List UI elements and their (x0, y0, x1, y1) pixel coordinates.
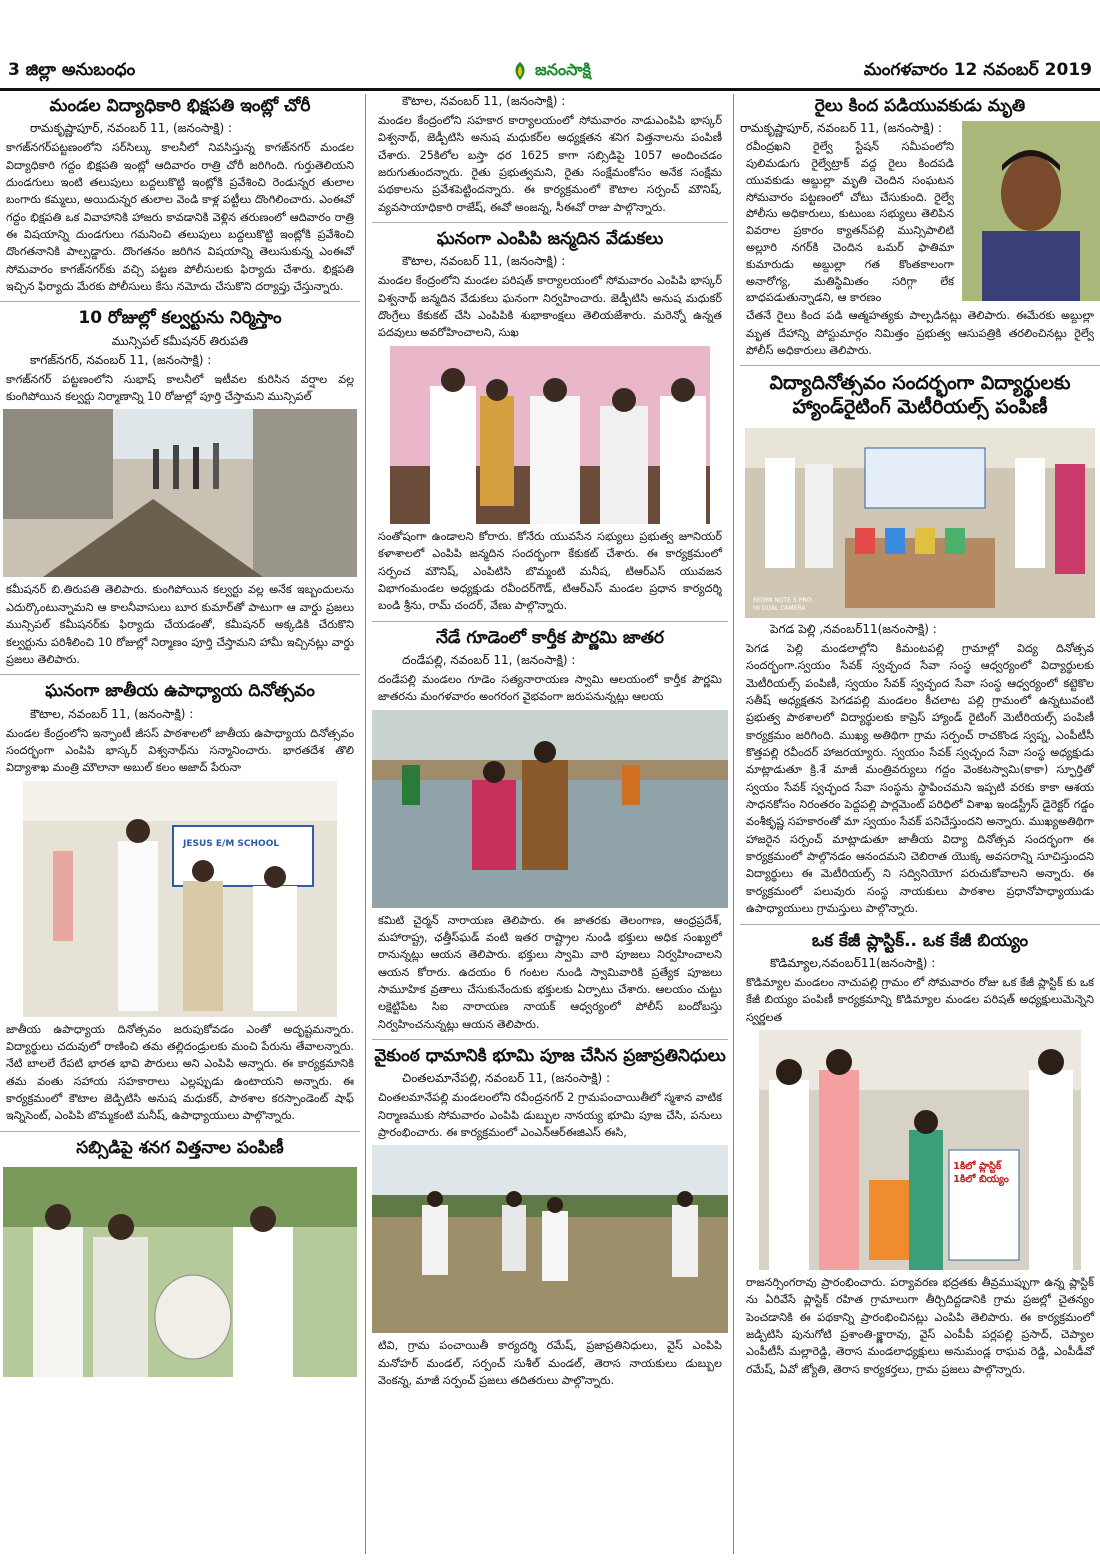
article-meo-theft (0, 94, 360, 295)
headline: ఒక కేజీ ప్లాస్టిక్.. ఒక కేజీ బియ్యం (811, 930, 1029, 951)
headline: ఘనంగా ఎంపిపి జన్మదిన వేడుకలు (436, 229, 664, 250)
dateline: రామకృష్ణాపూర్, నవంబర్ 11, (జనంసాక్షి) : (740, 121, 943, 136)
column-2 (372, 94, 728, 1390)
headline: సబ్సిడిపై శనగ విత్తనాల పంపిణీ (76, 1137, 284, 1158)
article-body: సంతోషంగా ఉండాలని కోరారు. కోనేరు యువసేన సభ్యులు ప్రభుత్వ జూనియర్ కళాశాలలో ఎంపిపి జన్మదిన సందర్భంగా కేకుకట్ చేశారు. ఈ కార్యక్రమంలో సర్పంచ మౌనిష్, ఎంపిటిసి బొమ్మంటి మనీష, టిఆర్ఎస్ యువజన విభాగంమండల అధ్యక్షుడు రవీందర్‌గౌడ్, టిఆర్ఎస్ మండల ప్రధాన కార్యదర్శి బండి శ్రీను, రామ్ చందర్, వేణు పాల్గొన్నారు. (378, 529, 722, 613)
headline: 10 రోజుల్లో కల్వర్టును నిర్మిస్తాం (78, 308, 282, 329)
article-body: రవీంద్రఖని రైల్వే స్టేషన్ సమీపంలోని పులిమడుగు రైల్వేట్రాక్ వద్ద రైలు కిందపడి యువకుడు అబ్దుల్లా మృతి చెందిన సంఘటన సోమవారం పట్టణంలో చోటు చేసుకుంది. రైల్వే పోలీసు అధికారులు, కుటుంబ సభ్యులు తెలిపిన వివరాల ప్రకారం క్యాతన్‌పల్లి మున్సిపాలిటి అల్లూరి నగర్‌కి చెందిన ఒమర్ ఫాతిమా కుమారుడు అబ్దుల్లా గత కొంతకాలంగా అనారోగ్య, మతిస్థిమితం సరిగ్గా లేక బాధపడుతున్నాడని, ఆ కారణం (746, 140, 954, 305)
students-materials-photo (745, 428, 1095, 618)
dateline: రామకృష్ణాపూర్, నవంబర్ 11, (జనంసాక్షి) : (30, 121, 233, 136)
article-body: రాజనర్సింగరావు ప్రారంభించారు. పర్యావరణ భద్రతకు తీవ్రముప్పుగా ఉన్న ప్లాస్టిక్ ను ఏరివేసే ప్లాస్టిక్ రహిత గ్రామాలుగా తీర్చిదిద్దడానికి గ్రామ ప్రజల్లో చైతన్యం పెంచడానికి ఈ పథకాన్ని ప్రారంభించినట్లు ఎంపిపి తెలిపారు. ఈ కార్యక్రమంలో జడ్పిటిసి పునుగోటి ప్రశాంతి-క్ష్ణారావు, వైస్ ఎంపీపీ పర్లపల్లి ప్రసాద్, చెప్యాల ఎంపీటీసీ మల్లారెడ్డి, తెరాస మండలాధ్యక్షులు అనుమండ్ల రాఘవ రెడ్డి, ఎంపీడీవో రమేష్, ఏవో జ్యోతి, తెరాస కార్యకర్తలు, గ్రామ ప్రజలు పాల్గొన్నారు. (746, 1275, 1094, 1376)
article-body: చింతలమానేపల్లి మండలంలోని రవీంద్రనగర్ 2 గ్రామపంచాయితీలో స్మశాన వాటిక నిర్మాణముకు సోమవారం ఎంపిపి డుబ్బుల నానయ్య భూమి పూజ చేసి, పనులు ప్రారంభించారు. ఈ కార్యక్రమంలో ఎంఎన్ఆర్ఈజిఎస్ ఈసి, (378, 1091, 722, 1140)
article-handwriting-material (740, 370, 1100, 917)
article-body: కమీషనర్ బి.తిరుపతి తెలిపారు. కుంగిపోయిన కల్వర్టు వల్ల అనేక ఇబ్బందులను ఎదుర్కొంటున్నామని ఆ కాలనీవాసులు బూర కుమార్‌తో పాటుగా ఆ వార్డు ప్రజలు మున్సిపల్ కమీషనర్‌కు ఫిర్యాదు చేయడంతో, కమీషనర్ అక్కడికి చేరుకొని కల్వర్టును పరిశీలించి 10 రోజుల్లో నిర్మాణం పూర్తి చేస్తామని హామీ ఇచ్చినట్లు వార్డు ప్రజలు తెలిపారు. (6, 583, 354, 666)
article-separator (740, 365, 1100, 366)
article-body: మండల కేంద్రంలోని ఇన్ఫాంటీ జీసస్ పాఠశాలలో జాతీయ ఉపాధ్యాయ దినోత్సవం సందర్భంగా ఎంపిపి భాస్కర్ విశ్వనాథ్‌ను సన్మానించారు. భారతదేశ తొలి విద్యాశాఖ మంత్రి మౌలానా అబుల్ కలం అజాద్ పేరునా (6, 726, 354, 775)
article-separator (0, 1131, 360, 1132)
masthead-rule (0, 88, 1100, 91)
plastic-rice-exchange-photo (759, 1030, 1081, 1270)
article-separator (372, 222, 728, 223)
headline: రైలు కింద పడియువకుడు మృతి (814, 96, 1026, 116)
dateline: కొడిమ్యాల,నవంబర్11(జనంసాక్షి) : (770, 955, 936, 970)
article-train-accident (740, 94, 1100, 359)
column-3 (740, 94, 1100, 1378)
subheadline: మున్సిపల్ కమీషనర్ తిరుపతి (111, 333, 249, 348)
logo-emblem-icon (509, 60, 531, 82)
side-text (740, 121, 954, 307)
bhoomi-pooja-photo (372, 1145, 728, 1333)
camera-watermark: REDMI NOTE 5 PRO MI DUAL CAMERA (753, 597, 812, 612)
article-separator (372, 1039, 728, 1040)
article-seed-distribution-body (372, 94, 728, 216)
article-body: కమిటి చైర్మన్ నారాయణ తెలిపారు. ఈ జాతరకు తెలంగాణ, ఆంధ్రప్రదేశ్, మహారాష్ట్ర, ఛత్తీస్‌ఘడ్ వంటి ఇతర రాష్ట్రాల నుండి భక్తులు అధిక సంఖ్యలో రానున్నట్లు ఆయన తెలిపారు. భక్తులు స్వామి వారి పూజలు నిర్వహించాలని ఆయన కోరారు. ఉదయం 6 గంటల నుండి స్వామివారికి ప్రత్యేక పూజలు సామూహిక వ్రతాలు చేసుకునేందుకు భక్తులకు ఏర్పాటు చేశారు. ఆలయం చుట్టు లక్షెట్టిపేట సిఐ నారాయణ నాయక్ ఆధ్వర్యంలో పోలీస్ బందోబస్తు నిర్వహించనున్నట్లు ఆయన తెలిపారు. (378, 913, 722, 1031)
article-body: టివి, గ్రామ పంచాయితీ కార్యదర్శి రమేష్, ప్రజాప్రతినిధులు, వైస్ ఎంపిపి మనోహర్ మండల్, సర్పంచ్ సుశీల్ మండల్, తెరాస నాయకులు డుబ్బుల వెంకన్న, మాజీ సర్పంచ్ ప్రజలు తదితరులు పాల్గొన్నారు. (378, 1339, 722, 1388)
article-body: కొడిమ్యాల మండలం నాచుపల్లి గ్రామం లో సోమవారం రోజు ఒక కేజీ ప్లాస్టిక్ కు ఒక కేజీ బియ్యం పంపిణీ కార్యక్రమాన్ని కొడిమ్యాల మండల పరిషత్ అధ్యక్షులుమెన్నెని స్వర్ణలత (746, 975, 1094, 1024)
article-plastic-for-rice (740, 929, 1100, 1378)
column-divider (365, 94, 366, 1554)
issue-date: మంగళవారం 12 నవంబర్ 2019 (863, 60, 1092, 80)
headline: మండల విద్యాధికారి భిక్షపతి ఇంట్లో చోరీ (49, 96, 311, 116)
article-teachers-day (0, 679, 360, 1124)
dateline: కౌటాల, నవంబర్ 11, (జనంసాక్షి) : (402, 94, 566, 108)
text-photo-wrap (740, 121, 1100, 307)
article-body: పెగడ పెల్లి మండలాల్లోని కిమంటపల్లి గ్రామాల్లో విద్య దినోత్సవ సందర్భంగా.స్వయం సేవక్ స్వచ్ఛంద సేవా సంస్థ ఆధ్వర్యంలో విద్యార్థులకు మెటీరియల్స్ పంపిణీ, స్వయం సేవక్ స్వచ్ఛంద సేవా సంస్థ ఆధ్వర్యంలో కట్టెకొల సతీష్ అధ్యక్షతన పెగడపల్లి మండలం కీచలాట పల్లి గ్రామంలో ఉన్నటువంటి ప్రభుత్వ పాఠశాలలో విద్యార్థులకు కాప్రెస్ హ్యాండ్ రైటింగ్ మెటీరియల్స్ పంపిణీ కార్యక్రమం జరిగింది. ముఖ్య అతిథిగా గ్రామ సర్పంచ్ రాచకొండ స్వప్న, ఎంపీటీసీ కొత్తపల్లి రవీందర్ హాజరయ్యారు. స్వయం సేవక్ స్వచ్ఛంద సేవా సంస్థ అధ్యక్షుడు మాట్లాడుతూ క్రి.శే మాజీ మంత్రివర్యులు గద్దం వెంకటస్వామి(కాకా) స్ఫూర్తితో స్వయం సేవక్ స్వచ్ఛంద సేవా సంస్థను స్థాపించమని ఇప్పటి వరకు కాకా ఆశయ సాధనకోసం నిరంతరం పెద్దపల్లి పార్లమెంట్ పరిధిలో విశాఖ ఇండస్ట్రీస్ డైరెక్టర్ గడ్డం వంశీకృష్ణ సహకారంతో మా స్వయం సేవక్ పనిచేస్తుందని అన్నారు. ముఖ్యఅతిథిగా హాజరైన సర్పంచ్ మాట్లాడుతూ జాతీయ విద్యా దినోత్సవ సందర్భంగా ఈ కార్యక్రమంలో పాల్గొనడం ఆనందమని చెబిరాత యొక్క అవసరాన్ని సూచిస్తుందని విద్యార్థులు ఈ మెటీరియల్స్ ని సద్వినియోగ పరుచుకోవాలని అన్నారు. ఈ కార్యక్రమంలో పలువురు సంస్థ నాయకులు పాఠశాల ప్రధానోపాధ్యాయుడు ఉపాధ్యాయులు గ్రామస్తులు పాల్గొన్నారు. (746, 641, 1094, 916)
article-separator (372, 621, 728, 622)
dateline: చింతలమానేపల్లి, నవంబర్ 11, (జనంసాక్షి) : (402, 1071, 611, 1086)
rice-bag-sign-text: 1కిలో ప్లాస్టిక్ 1కిలో బియ్యం (953, 1160, 1009, 1185)
school-felicitation-photo (23, 781, 337, 1017)
dateline: కాగజ్‌నగర్, నవంబర్ 11, (జనంసాక్షి) : (30, 352, 212, 367)
newspaper-logo (478, 56, 622, 86)
page-label: 3 జిల్లా అనుబంధం (8, 60, 136, 80)
article-body: మండల కేంద్రంలోని సహకార కార్యాలయంలో సోమవారం నాడుఎంపిపి భాస్కర్ విశ్వనాథ్, జెడ్పీటిసి అనుష మధుకర్‌ల అధ్యక్షతన శనిగ విత్తనాలను పంపిణీ చేశారు. 25కిలోల బస్తా ధర 1625 కాగా సబ్సిడిపై 1057 అందించడం జరుగుతుందన్నారు. రైతు ప్రభుత్వమని, రైతు సంక్షేమంకోసం అనేక సంక్షేమ పథకాలను ప్రవేశపెట్టిందన్నారు. ఈ కార్యక్రమంలో కౌటాల సర్పంచ్ మౌనిష్, వ్యవసాయాధికారి రాజేష్, ఈవో అంజన్న, సీఈవో రాజు పాల్గొన్నారు. (378, 114, 722, 214)
logo-text: జనంసాక్షి (535, 59, 591, 79)
headline: ఘనంగా జాతీయ ఉపాధ్యాయ దినోత్సవం (45, 681, 315, 702)
school-sign-text: JESUS E/M SCHOOL (183, 838, 280, 849)
article-karthika-jatara (372, 626, 728, 1033)
article-mpp-birthday (372, 227, 728, 614)
article-vaikuntha-dhamam (372, 1044, 728, 1389)
dateline: దండేపల్లి, నవంబర్ 11, (జనంసాక్షి) : (402, 652, 576, 667)
column-1 (0, 94, 360, 1381)
article-separator (0, 301, 360, 302)
dateline: కౌటాల, నవంబర్ 11, (జనంసాక్షి) : (30, 706, 194, 721)
headline: విద్యాదినోత్సవం సందర్భంగా విద్యార్థులకు హ్యాండ్‌రైటింగ్ మెటీరియల్స్ పంపిణీ (769, 372, 1071, 419)
dateline: కౌటాల, నవంబర్ 11, (జనంసాక్షి) : (402, 254, 566, 269)
article-body: మండల కేంద్రంలోని మండల పరిషత్ కార్యాలయంలో సోమవారం ఎంపిపి భాస్కర్ విశ్వనాథ్ జన్మదిన వేడుకలు ఘనంగా నిర్వహించారు. జెడ్పీటిసి అనుష మధుకర్ దొంగ్రేలు కేకుకట్ చేసి ఎంపిపికి శుభాకాంక్షలు తెలియజేశారు. మరెన్నో ఉన్నత పదవులు అవరోహించాలని, సుఖ (378, 274, 722, 340)
article-body: జాతీయ ఉపాధ్యాయ దినోత్సవం జరుపుకోవడం ఎంతో అదృష్టమన్నారు. విద్యార్థులు చదువులో రాణించి తమ తల్లిదండ్రులకు మంచి పేరును తేవాలన్నారు. నేటి బాలలే రేపటి భారత భావి పౌరులు అని ఎంపిపి అన్నారు. ఈ కార్యక్రమానికి తమ వంతు సహాయ సహకారాలు ఎల్లప్పుడు ఉంటాయని అన్నారు. ఈ కార్యక్రమంలో కౌటాల జెడ్పిటిసి అనుష మధుకర్, పాఠశాల కరస్పాండెంట్ షాఫ్ ఇన్నిసెంట్, ఎంపిపి బొమ్మకంటి మనీష్, ఉపాధ్యాయులు పాల్గొన్నారు. (6, 1022, 354, 1123)
headline: నేడే గూడెంలో కార్తీక పౌర్ణమి జాతర (435, 627, 665, 648)
article-body: దండేపల్లి మండలం గూడెం సత్యనారాయణ స్వామి ఆలయంలో కార్తీక పౌర్ణమి జాతరను మంగళవారం అంగరంగ వైభవంగా జరుపనున్నట్లు ఆలయ (378, 672, 722, 704)
column-divider (733, 94, 734, 1554)
dateline: పెగడ పెల్లి ,నవంబర్11(జనంసాక్షి) : (770, 621, 937, 636)
headline: వైకుంఠ ధామానికి భూమి పూజ చేసిన ప్రజాప్రతినిధులు (374, 1046, 726, 1067)
culvert-photo (3, 409, 357, 577)
article-seed-distribution-headline (0, 1136, 360, 1381)
article-separator (0, 674, 360, 675)
seed-distribution-photo (3, 1167, 357, 1377)
article-body: కాగజ్‌నగర్ పట్టణంలోని సుభాష్ కాలనీలో ఇటీవల కురిసిన వర్షాల వల్ల కుంగిపోయిన కల్వర్టు నిర్మాణాన్ని 10 రోజుల్లో పూర్తి చేస్తామని మున్సిపల్ (6, 372, 354, 404)
article-body: చేతనే రైలు కింద పడి ఆత్మహత్యకు పాల్పడినట్లు తెలిపారు. ఈమేరకు అబ్దుల్లా మృత దేహాన్ని పోస్టుమార్గం నిమిత్తం ప్రభుత్వ ఆసుపత్రికి తరలించినట్లు రైల్వే పోలీస్ అధికారులు తెలిపారు. (746, 309, 1094, 357)
river-worship-photo (372, 710, 728, 908)
victim-portrait-photo (962, 121, 1100, 301)
article-culvert (0, 306, 360, 668)
article-body: కాగజ్‌నగర్‌పట్టణంలోని సర్‌సిల్కు కాలనీలో నివసిస్తున్న కాగజ్‌నగర్ మండల విద్యాధికారి గద్దం భిక్షపతి ఇంట్లో ఆదివారం రాత్రి చోరీ జరిగింది. గుర్తుతెలియని దుండగులు ఇంటి తలుపులు బద్దలుకొట్టి ఇంట్లోకి ప్రవేశించి రెండున్నర తులాల బంగారు కమ్మలు, అయిదున్నర తులాల వెండి కాళ్ల పట్టీలు దొంగిలించారు. ఎంఈవో గద్దం భిక్షపతి ఒక వివాహానికి హాజరు కావడానికి వెళ్లిన తరుణంలో ఆదివారం రాత్రి ఈ విషయాన్ని దుండగులు గమనించి తలుపులు బద్దలుకొట్టి ఇంట్లోకి ప్రవేశించి దొంగతనానికి పాల్పడ్డారు. దొంగతనం జరిగిన విషయాన్ని తెలుసుకున్న ఎంఈవో సోమవారం కాగజ్‌నగర్‌కు వచ్చి పట్టణ పోలీసులకు ఫిర్యాదు చేశారు. భిక్షపతి ఇచ్చిన ఫిర్యాదు మేరకు పోలీసులు కేసు నమోదు చేసుకొని దర్యాప్తు చేస్తున్నారు. (6, 141, 354, 294)
article-separator (740, 924, 1100, 925)
birthday-cake-photo (390, 346, 710, 524)
masthead (0, 0, 1100, 88)
